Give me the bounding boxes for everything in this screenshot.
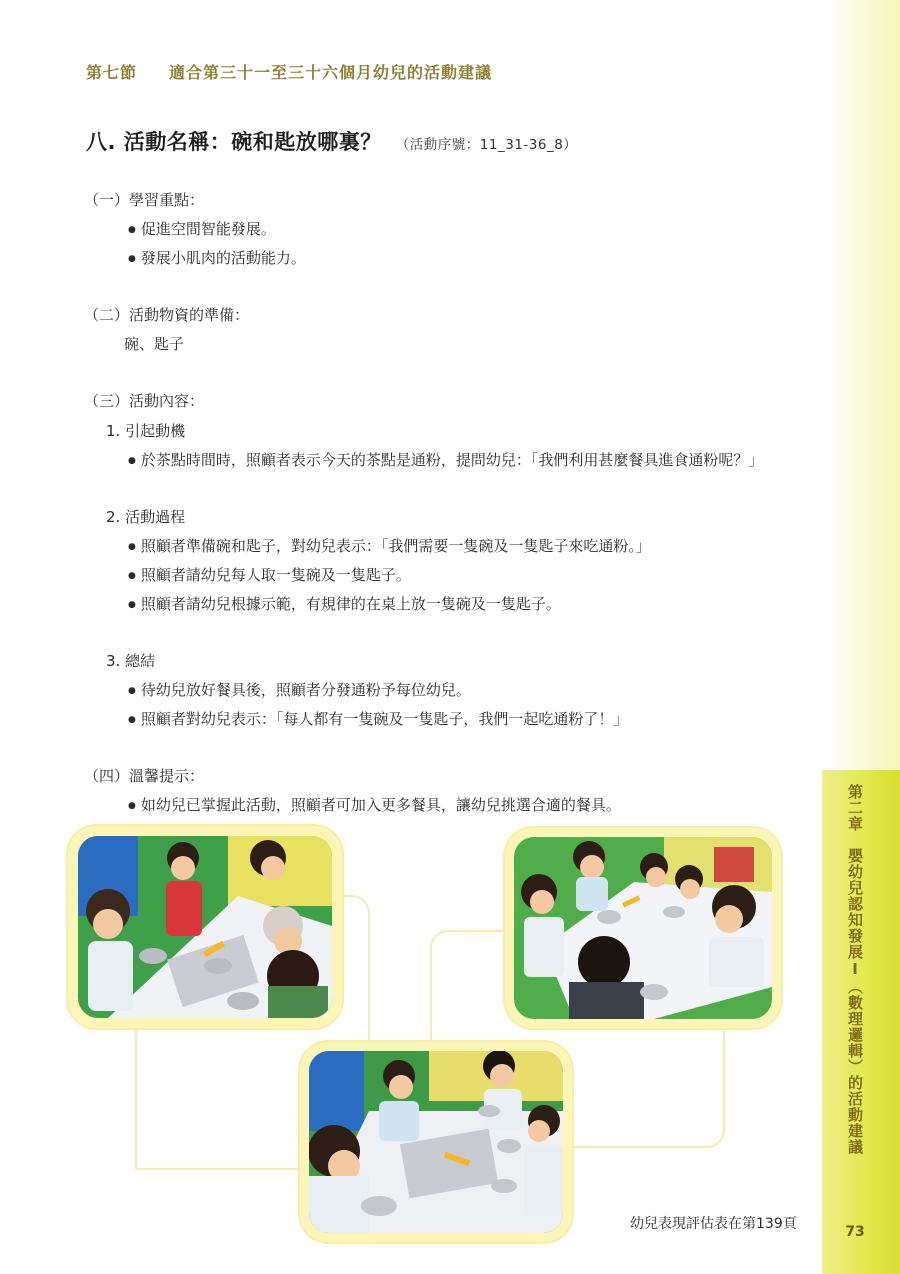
step-item: ● 照顧者準備碗和匙子，對幼兒表示：「我們需要一隻碗及一隻匙子來吃通粉。」 bbox=[128, 535, 651, 556]
step-item: ● 照顧者請幼兒根據示範，有規律的在桌上放一隻碗及一隻匙子。 bbox=[128, 593, 561, 614]
activity-photo bbox=[309, 1051, 563, 1233]
collage-connector bbox=[430, 930, 510, 1055]
collage-connector bbox=[135, 1020, 137, 1170]
collage-connector bbox=[340, 895, 370, 1055]
step-heading: 1. 引起動機 bbox=[106, 422, 186, 440]
materials-list: 碗、匙子 bbox=[124, 335, 185, 353]
step-item: ● 照顧者對幼兒表示：「每人都有一隻碗及一隻匙子，我們一起吃通粉了！」 bbox=[128, 708, 628, 729]
focus-heading: （一）學習重點： bbox=[84, 191, 205, 209]
section-title: 適合第三十一至三十六個月幼兒的活動建議 bbox=[169, 63, 493, 82]
step-item: ● 於茶點時間時，照顧者表示今天的茶點是通粉，提問幼兒：「我們利用甚麼餐具進食通粉呢？」 bbox=[128, 449, 763, 470]
content-heading: （三）活動內容： bbox=[84, 392, 205, 410]
materials-heading: （二）活動物資的準備： bbox=[84, 306, 250, 324]
activity-serial: （活動序號：11_31-36_8） bbox=[395, 137, 578, 153]
collage-connector bbox=[135, 1168, 305, 1170]
step-item: ● 照顧者請幼兒每人取一隻碗及一隻匙子。 bbox=[128, 564, 411, 585]
tips-heading: （四）溫馨提示： bbox=[84, 767, 205, 785]
activity-name: 八. 活動名稱：碗和匙放哪裏？ bbox=[86, 130, 382, 154]
chapter-label: 第二章 嬰幼兒認知發展Ⅰ︵數理邏輯︶的活動建議 bbox=[846, 784, 864, 1155]
section-header bbox=[86, 60, 492, 83]
collage-connector bbox=[565, 1030, 725, 1148]
focus-item: ● 促進空間智能發展。 bbox=[128, 218, 276, 239]
tips-item: ● 如幼兒已掌握此活動，照顧者可加入更多餐具，讓幼兒挑選合適的餐具。 bbox=[128, 794, 621, 815]
section-number: 第七節 bbox=[86, 63, 138, 82]
activity-title bbox=[86, 126, 577, 156]
activity-photo bbox=[78, 836, 332, 1018]
step-heading: 3. 總結 bbox=[106, 652, 156, 670]
focus-item: ● 發展小肌肉的活動能力。 bbox=[128, 247, 306, 268]
step-heading: 2. 活動過程 bbox=[106, 508, 186, 526]
step-item: ● 待幼兒放好餐具後，照顧者分發通粉予每位幼兒。 bbox=[128, 679, 471, 700]
assessment-note: 幼兒表現評估表在第139頁 bbox=[630, 1216, 797, 1232]
activity-photo bbox=[514, 837, 772, 1019]
page-number: 73 bbox=[845, 1224, 865, 1240]
